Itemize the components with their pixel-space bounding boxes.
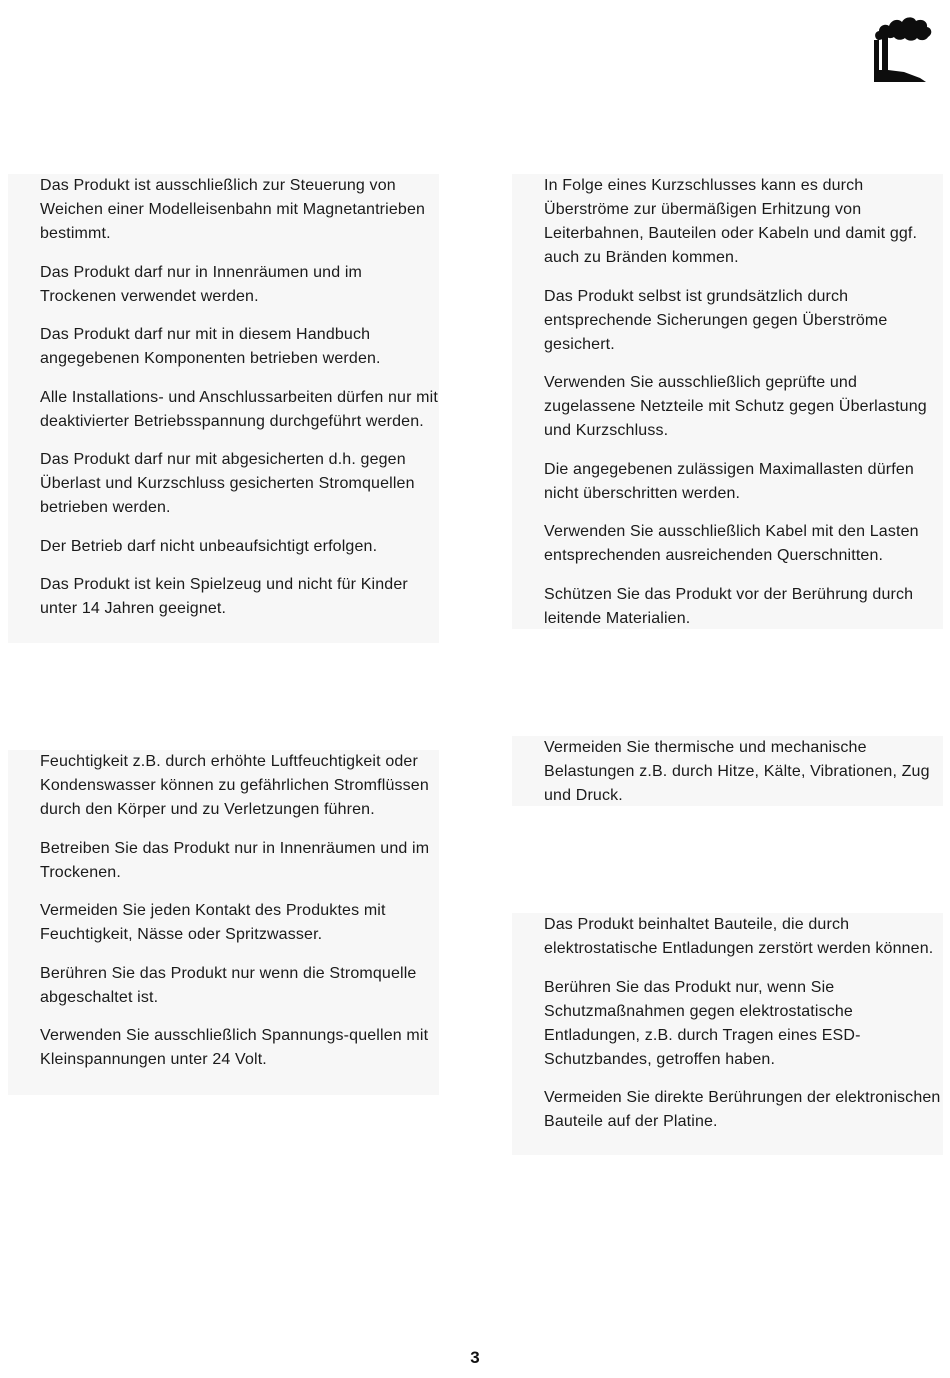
paragraph: Feuchtigkeit z.B. durch erhöhte Luftfeuchtigkeit oder Kondenswasser können zu gefährlichen Stromflüssen durch den Körper und zu Verletzungen führen. (40, 753, 429, 818)
paragraph: Das Produkt darf nur mit in diesem Handbuch angegebenen Komponenten betrieben werden. (40, 326, 381, 367)
safety-notes-moisture (8, 750, 439, 1095)
paragraph: Verwenden Sie ausschließlich Kabel mit den Lasten entsprechenden ausreichenden Querschnitten. (544, 523, 919, 564)
paragraph: Das Produkt beinhaltet Bauteile, die durch elektrostatische Entladungen zerstört werden können. (544, 916, 934, 957)
paragraph: Vermeiden Sie direkte Berührungen der elektronischen Bauteile auf der Platine. (544, 1089, 941, 1130)
paragraph: Die angegebenen zulässigen Maximallasten dürfen nicht überschritten werden. (544, 460, 914, 502)
factory-smoke-icon (870, 10, 934, 84)
paragraph: Verwenden Sie ausschließlich geprüfte und zugelassene Netzteile mit Schutz gegen Überlastung und Kurzschluss. (544, 374, 927, 439)
safety-notes-general (8, 174, 439, 643)
paragraph: Das Produkt ist kein Spielzeug und nicht für Kinder unter 14 Jahren geeignet. (40, 576, 408, 617)
paragraph: Das Produkt darf nur mit abgesicherten d.h. gegen Überlast und Kurzschluss gesicherten Stromquellen betrieben werden. (40, 451, 415, 516)
page-number: 3 (470, 1348, 480, 1367)
paragraph: In Folge eines Kurzschlusses kann es durch Überströme zur übermäßigen Erhitzung von Leiterbahnen, Bauteilen oder Kabeln und damit ggf. auch zu Bränden kommen. (544, 177, 918, 266)
paragraph: Betreiben Sie das Produkt nur in Innenräumen und im Trockenen. (40, 839, 430, 881)
paragraph: Das Produkt darf nur in Innenräumen und im Trockenen verwendet werden. (40, 263, 363, 305)
paragraph: Vermeiden Sie thermische und mechanische Belastungen z.B. durch Hitze, Kälte, Vibrationen, Zug und Druck. (544, 739, 930, 804)
paragraph: Verwenden Sie ausschließlich Spannungs-quellen mit Kleinspannungen unter 24 Volt. (40, 1027, 429, 1068)
paragraph: Das Produkt ist ausschließlich zur Steuerung von Weichen einer Modelleisenbahn mit Magnetantrieben bestimmt. (40, 177, 426, 242)
paragraph: Berühren Sie das Produkt nur, wenn Sie Schutzmaßnahmen gegen elektrostatische Entladungen, z.B. durch Tragen eines ESD-Schutzbandes, getroffen haben. (544, 978, 861, 1068)
paragraph: Das Produkt selbst ist grundsätzlich durch entsprechende Sicherungen gegen Überströme gesichert. (544, 287, 888, 353)
safety-notes-esd (512, 913, 943, 1155)
paragraph: Vermeiden Sie jeden Kontakt des Produktes mit Feuchtigkeit, Nässe oder Spritzwasser. (40, 902, 386, 943)
paragraph: Schützen Sie das Produkt vor der Berührung durch leitende Materialien. (544, 585, 914, 627)
paragraph: Der Betrieb darf nicht unbeaufsichtigt erfolgen. (40, 537, 378, 555)
safety-notes-mechanical (512, 736, 943, 806)
paragraph: Berühren Sie das Produkt nur wenn die Stromquelle abgeschaltet ist. (40, 964, 417, 1006)
safety-notes-short-circuit (512, 174, 943, 629)
paragraph: Alle Installations- und Anschlussarbeiten dürfen nur mit deaktivierter Betriebsspannung durchgeführt werden. (40, 388, 438, 430)
